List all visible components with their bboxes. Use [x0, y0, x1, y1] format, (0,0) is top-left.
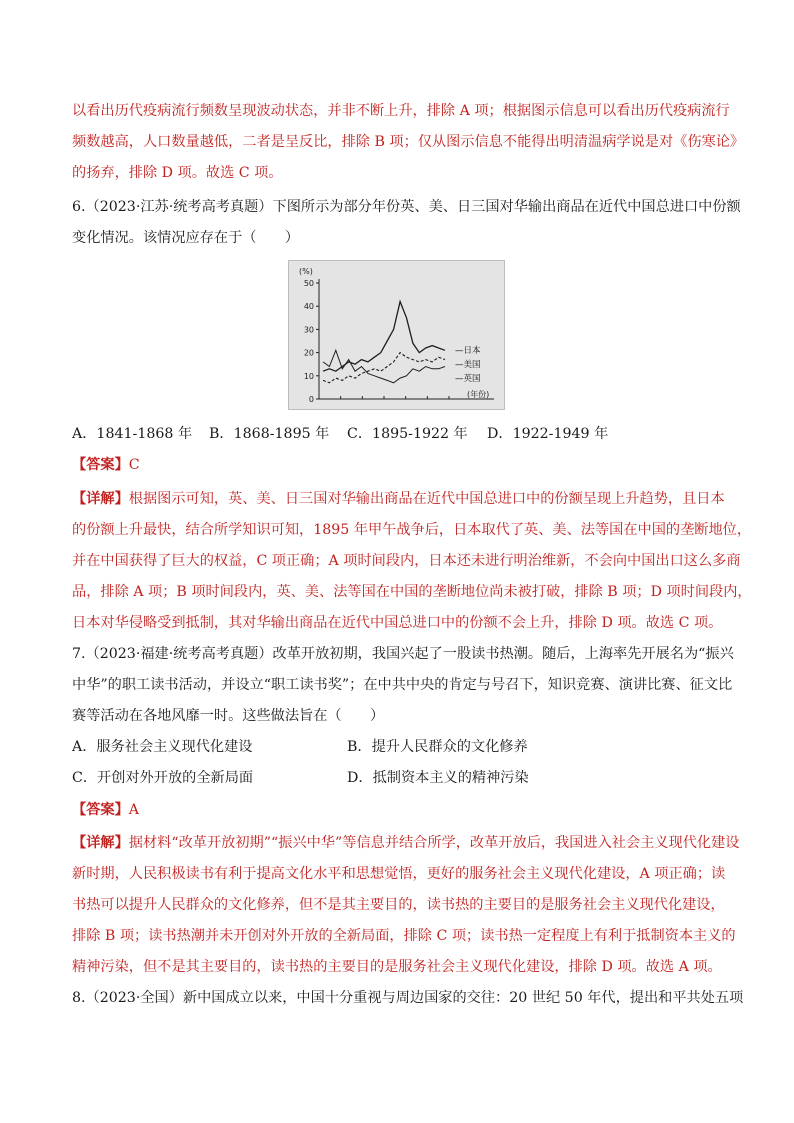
q6-stem-line-1: 6.（2023·江苏·统考高考真题）下图所示为部分年份英、美、日三国对华输出商品在近代中国总进口中份额	[72, 199, 741, 215]
prev-explanation-line-3: 的扬弃，排除 D 项。故选 C 项。	[72, 165, 283, 181]
y-tick-label: 30	[303, 325, 314, 335]
q6-option-a: A．1841-1868 年	[72, 426, 193, 442]
q7-detail-line-2: 新时期，人民积极读书有利于提高文化水平和思想觉悟，更好的服务社会主义现代化建设，A 项正确；读	[72, 866, 726, 882]
q6-detail-text-1: 根据图示可知，英、美、日三国对华输出商品在近代中国总进口中的份额呈现上升趋势，且日本	[128, 491, 725, 507]
y-axis-label: (%)	[299, 267, 313, 276]
q7-option-b: B．提升人民群众的文化修养	[347, 739, 528, 755]
q7-detail-line-1	[72, 833, 739, 853]
y-tick-label: 50	[303, 279, 314, 288]
chart-svg	[289, 261, 504, 409]
q6-line-chart	[288, 260, 505, 410]
x-axis-label: (年份)	[467, 390, 490, 399]
series-line-日本	[323, 302, 445, 372]
y-tick-label: 10	[303, 371, 314, 381]
prev-explanation-line-2: 频数越高，人口数量越低，二者是呈反比，排除 B 项；仅从图示信息不能得出明清温病学说是对《伤寒论》	[72, 134, 745, 150]
legend-entry: —美国	[455, 360, 481, 370]
q6-answer-value: C	[128, 457, 140, 473]
q7-answer-value: A	[128, 802, 140, 818]
q7-stem-line-1: 7.（2023·福建·统考高考真题）改革开放初期，我国兴起了一股读书热潮。随后，上海率先开展名为“振兴	[72, 646, 734, 662]
prev-explanation-line-1: 以看出历代疫病流行频数呈现波动状态，并非不断上升，排除 A 项；根据图示信息可以看出历代疫病流行	[72, 103, 730, 119]
q7-detail-line-3: 书热可以提升人民群众的文化修养，但不是其主要目的，读书热的主要目的是服务社会主义现代化建设，	[72, 897, 725, 913]
q6-answer-tag: 【答案】	[72, 457, 129, 473]
q7-option-c: C．开创对外开放的全新局面	[72, 770, 254, 786]
q6-option-b: B．1868-1895 年	[209, 426, 330, 442]
q6-detail-line-3: 并在中国获得了巨大的权益，C 项正确；A 项时间段内，日本还未进行明治维新，不会向中国出口这么多商	[72, 553, 741, 569]
q6-option-d: D．1922-1949 年	[487, 426, 609, 442]
q7-option-a: A．服务社会主义现代化建设	[72, 739, 253, 755]
q6-detail-line-5: 日本对华侵略受到抵制，其对华输出商品在近代中国总进口中的份额不会上升，排除 D 项。故选 C 项。	[72, 615, 723, 631]
q7-stem-line-3: 赛等活动在各地风靡一时。这些做法旨在（ ）	[72, 708, 385, 724]
q6-detail-line-1	[72, 489, 725, 509]
q7-detail-tag: 【详解】	[72, 835, 129, 851]
q8-stem-line-1: 8.（2023·全国）新中国成立以来，中国十分重视与周边国家的交往：20 世纪 50 年代，提出和平共处五项	[72, 990, 744, 1006]
q7-detail-line-4: 排除 B 项；读书热潮并未开创对外开放的全新局面，排除 C 项；读书热一定程度上有利于抵制资本主义的	[72, 928, 736, 944]
legend-entry: —日本	[455, 346, 481, 356]
y-tick-label: 0	[308, 395, 314, 404]
q7-answer-tag: 【答案】	[72, 802, 129, 818]
q6-option-c: C．1895-1922 年	[347, 426, 468, 442]
q6-stem-line-2: 变化情况。该情况应存在于（ ）	[72, 230, 300, 246]
y-tick-label: 20	[303, 348, 314, 358]
q6-answer	[72, 455, 140, 475]
q7-stem-line-2: 中华”的职工读书活动，并设立“职工读书奖”；在中共中央的肯定与号召下，知识竞赛、演讲比赛、征文比	[72, 677, 733, 693]
q7-detail-text-1: 据材料“改革开放初期”“振兴中华”等信息并结合所学，改革开放后，我国进入社会主义现代化建设	[128, 835, 740, 851]
q6-detail-line-2: 的份额上升最快，结合所学知识可知，1895 年甲午战争后，日本取代了英、美、法等国在中国的垄断地位，	[72, 522, 752, 538]
q7-detail-line-5: 精神污染，但不是其主要目的，读书热的主要目的是服务社会主义现代化建设，排除 D 项。故选 A 项。	[72, 959, 722, 975]
q7-answer	[72, 800, 139, 820]
y-tick-label: 40	[303, 302, 314, 312]
q6-detail-tag: 【详解】	[72, 491, 129, 507]
q6-detail-line-4: 品，排除 A 项；B 项时间段内，英、美、法等国在中国的垄断地位尚未被打破，排除 B 项；D 项时间段内，	[72, 584, 752, 600]
q7-option-d: D．抵制资本主义的精神污染	[347, 770, 529, 786]
series-line-英国	[323, 350, 445, 383]
legend-entry: —英国	[455, 374, 481, 384]
